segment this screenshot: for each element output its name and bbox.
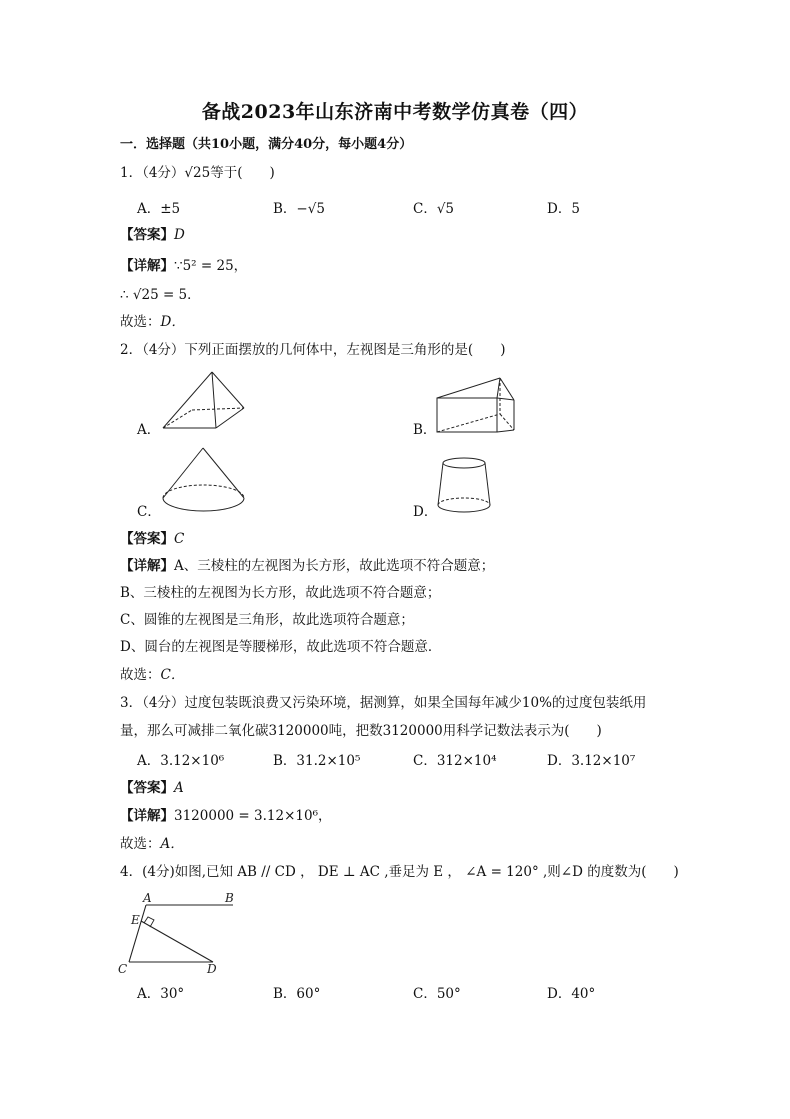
q2-option-c-label: C．: [137, 504, 161, 520]
q4-stem: 4．(4分)如图,已知 AB // CD ， DE ⊥ AC ,垂足为 E ， ∠A = 120° ,则∠D 的度数为( ): [120, 864, 679, 880]
detail-label: 【详解】: [120, 808, 174, 824]
q2-option-b-label: B．: [413, 422, 437, 438]
section-heading: 一．选择题（共10小题，满分40分，每小题4分）: [120, 137, 413, 152]
q3-stem-1: 3．（4分）过度包装既浪费又污染环境，据测算，如果全国每年减少10%的过度包装纸用: [120, 695, 647, 711]
q4-option-d: D．40°: [547, 986, 596, 1002]
q1-stem: 1．（4分）√25等于( ): [120, 165, 275, 181]
cone-figure: [160, 446, 248, 516]
q1-option-a: A．±5: [137, 201, 181, 217]
q2-detail-4: D、圆台的左视图是等腰梯形，故此选项不符合题意．: [120, 639, 442, 655]
q2-answer: C: [174, 531, 185, 547]
triangular-prism-b-figure: [434, 374, 519, 436]
choose-label: 故选：: [120, 836, 161, 852]
q2-answer-row: [120, 530, 184, 548]
q1-option-d: D．5: [547, 201, 580, 217]
answer-label: 【答案】: [120, 531, 174, 547]
answer-label: 【答案】: [120, 227, 174, 243]
q3-option-b: B．31.2×10⁵: [273, 753, 361, 769]
q2-option-a-label: A．: [137, 422, 161, 438]
q2-detail-2: B、三棱柱的左视图为长方形，故此选项不符合题意；: [120, 585, 441, 601]
figure-label-d: D: [207, 962, 217, 976]
q2-detail-3: C、圆锥的左视图是三角形，故此选项符合题意；: [120, 612, 414, 628]
q3-answer-row: [120, 779, 184, 797]
q3-choose-row: [120, 835, 184, 853]
q3-detail: 3120000 = 3.12×10⁶，: [174, 808, 332, 824]
q2-choose: C．: [160, 667, 185, 683]
q1-option-b: B．−√5: [273, 201, 325, 217]
q1-detail-row: [120, 257, 247, 275]
choose-label: 故选：: [120, 667, 161, 683]
figure-label-b: B: [225, 891, 234, 905]
q1-answer: D: [174, 227, 185, 243]
frustum-figure: [435, 455, 495, 517]
q1-option-c: C．√5: [413, 201, 455, 217]
q2-stem: 2．（4分）下列正面摆放的几何体中，左视图是三角形的是( ): [120, 342, 506, 358]
q4-option-b: B．60°: [273, 986, 321, 1002]
q1-detail-2: ∴ √25 = 5．: [120, 287, 201, 303]
q3-detail-row: [120, 807, 331, 825]
detail-label: 【详解】: [120, 258, 174, 274]
figure-label-c: C: [118, 962, 128, 976]
q4-option-a: A．30°: [137, 986, 185, 1002]
q2-detail-1: A、三棱柱的左视图为长方形，故此选项不符合题意；: [174, 558, 495, 574]
q3-answer: A: [174, 780, 184, 796]
q4-option-c: C．50°: [413, 986, 461, 1002]
q3-option-c: C．312×10⁴: [413, 753, 497, 769]
q1-answer-row: [120, 226, 185, 244]
q2-choose-row: [120, 666, 184, 684]
figure-label-e: E: [131, 913, 140, 927]
q3-stem-2: 量，那么可减排二氧化碳3120000吨，把数3120000用科学记数法表示为( ): [120, 723, 602, 739]
detail-label: 【详解】: [120, 558, 174, 574]
page-title: 备战2023年山东济南中考数学仿真卷（四）: [201, 101, 589, 123]
q3-choose: A．: [160, 836, 184, 852]
q2-option-d-label: D．: [413, 504, 438, 520]
triangular-prism-a-figure: [160, 368, 250, 434]
answer-label: 【答案】: [120, 780, 174, 796]
q1-choose-row: [120, 313, 185, 331]
parallel-lines-figure: [115, 888, 245, 978]
choose-label: 故选：: [120, 314, 161, 330]
figure-label-a: A: [143, 891, 152, 905]
q3-option-d: D．3.12×10⁷: [547, 753, 636, 769]
q3-option-a: A．3.12×10⁶: [137, 753, 225, 769]
q1-choose: D．: [160, 314, 185, 330]
q2-detail-row: [120, 557, 494, 575]
q1-detail-1: ∵5² = 25，: [174, 258, 248, 274]
